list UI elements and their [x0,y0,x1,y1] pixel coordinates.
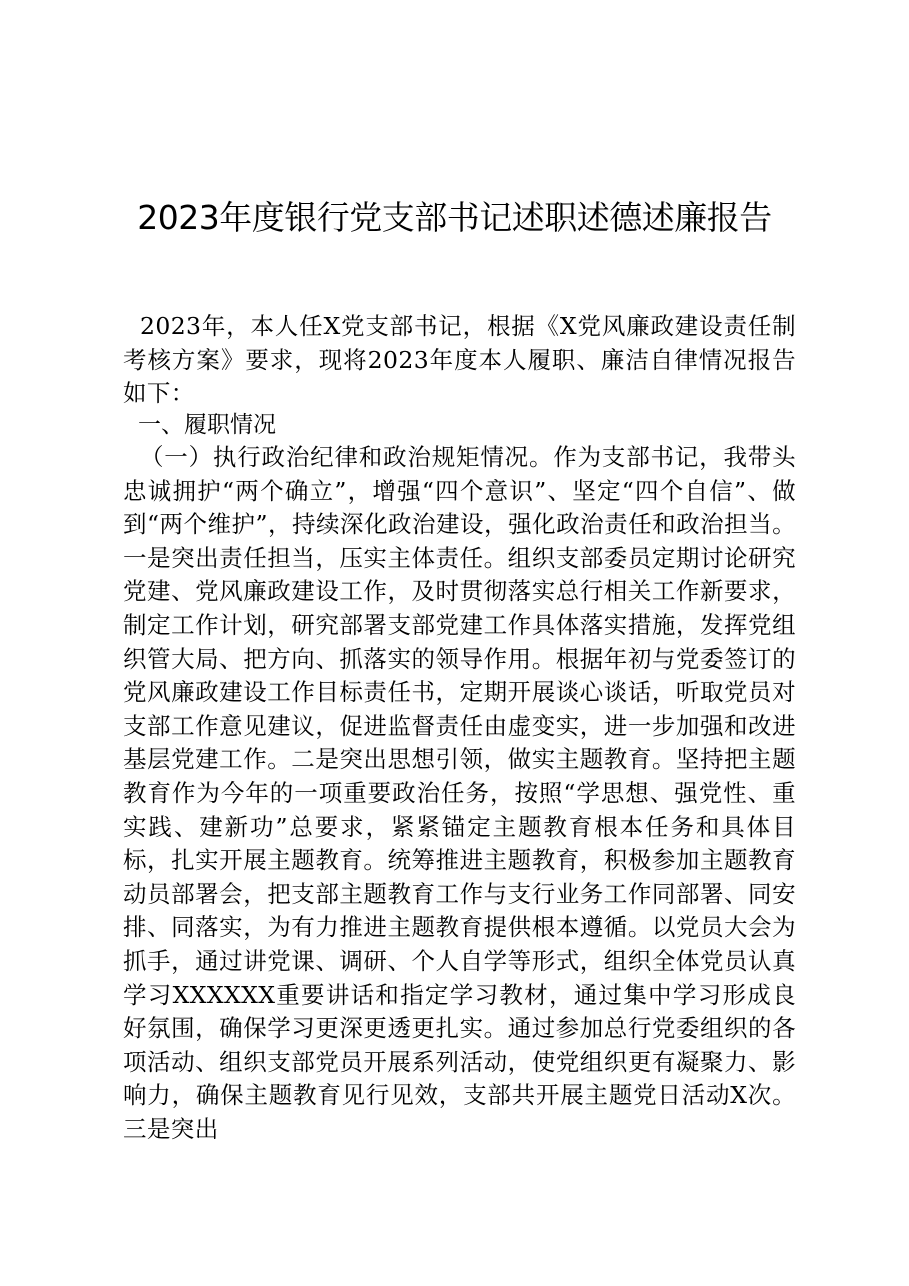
section-heading-performance: 一、履职情况 [138,412,276,438]
document-title: 2023年度银行党支部书记述职述德述廉报告 [137,198,772,237]
intro-paragraph: 2023年，本人任X党支部书记，根据《X党风廉政建设责任制考核方案》要求，现将2023年度本人履职、廉洁自律情况报告如下： [123,312,796,408]
section-paragraph: （一）执行政治纪律和政治规矩情况。作为支部书记，我带头忠诚拥护“两个确立”，增强“四个意识”、坚定“四个自信”、做到“两个维护”，持续深化政治建设，强化政治责任和政治担当。一是突出责任担当，压实主体责任。组织支部委员定期讨论研究党建、党风廉政建设工作，及时贯彻落实总行相关工作新要求，制定工作计划，研究部署支部党建工作具体落实措施，发挥党组织管大局、把方向、抓落实的领导作用。根据年初与党委签订的党风廉政建设工作目标责任书，定期开展谈心谈话，听取党员对支部工作意见建议，促进监督责任由虚变实，进一步加强和改进基层党建工作。二是突出思想引领，做实主题教育。坚持把主题教育作为今年的一项重要政治任务，按照“学思想、强党性、重实践、建新功”总要求，紧紧锚定主题教育根本任务和具体目标，扎实开展主题教育。统筹推进主题教育，积极参加主题教育动员部署会，把支部主题教育工作与支行业务工作同部署、同安排、同落实，为有力推进主题教育提供根本遵循。以党员大会为抓手，通过讲党课、调研、个人自学等形式，组织全体党员认真学习XXXXXX重要讲话和指定学习教材，通过集中学习形成良好氛围，确保学习更深更透更扎实。通过参加总行党委组织的各项活动、组织支部党员开展系列活动，使党组织更有凝聚力、影响力，确保主题教育见行见效，支部共开展主题党日活动X次。三是突出 [123,443,796,1143]
